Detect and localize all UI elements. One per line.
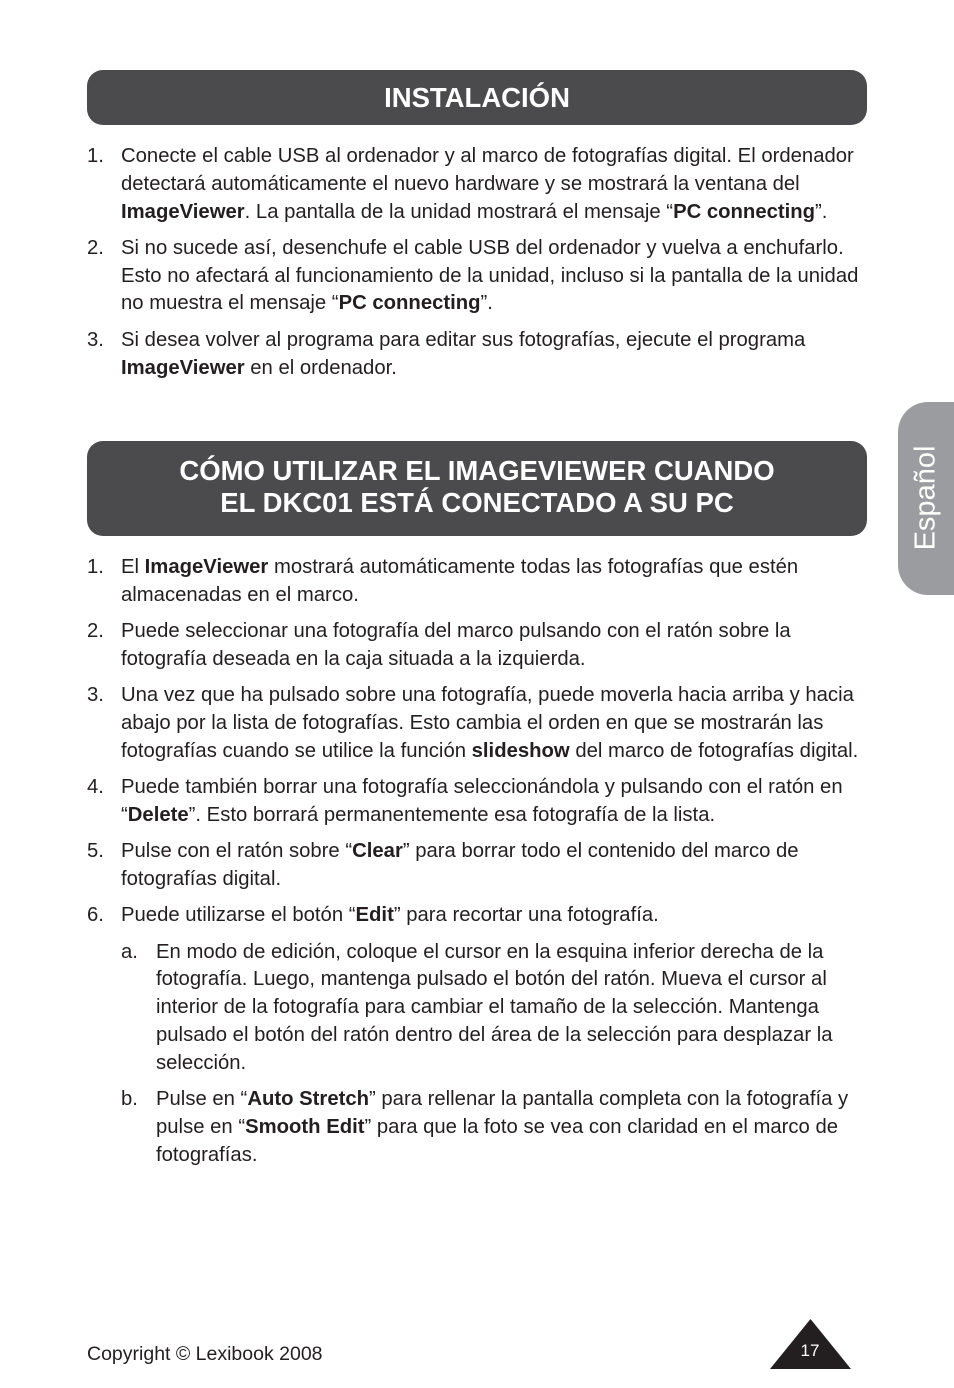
- list-item: [87, 327, 871, 383]
- bold-term: slideshow: [471, 739, 570, 762]
- list-item-number: 2.: [87, 620, 104, 643]
- bold-term: Clear: [352, 840, 403, 863]
- list-item-text: Puede seleccionar una fotografía del marco pulsando con el ratón sobre la fotografía deseada en la caja situada a la izquierda.: [121, 620, 791, 670]
- list-item-text: El ImageViewer mostrará automáticamente todas las fotografías que estén almacenadas en el marco.: [121, 556, 799, 606]
- list-item-text: Pulse con el ratón sobre “Clear” para borrar todo el contenido del marco de fotografías digital.: [121, 840, 799, 890]
- bold-term: Edit: [355, 904, 394, 927]
- bold-term: Smooth Edit: [245, 1115, 365, 1138]
- page-number: 17: [800, 1341, 820, 1360]
- section-title-line-2: EL DKC01 ESTÁ CONECTADO A SU PC: [220, 487, 734, 518]
- list-item-text: Conecte el cable USB al ordenador y al marco de fotografías digital. El ordenador detectará automáticamente el nuevo hardware y se mostrará la ventana del ImageViewer. La pantalla de la unidad mostrará el mensaje “PC connecting”.: [121, 145, 854, 223]
- list-item-text: Puede también borrar una fotografía seleccionándola y pulsando con el ratón en “Delete”. Esto borrará permanentemente esa fotografía de la lista.: [121, 776, 843, 826]
- list-item-number: 2.: [87, 236, 104, 259]
- language-tab-label: Español: [909, 445, 942, 551]
- list-item-text: Si no sucede así, desenchufe el cable USB del ordenador y vuelva a enchufarlo. Esto no afectará al funcionamiento de la unidad, incluso si la pantalla de la unidad no muestra el mensaje “PC connecting”.: [121, 236, 859, 315]
- bold-term: PC connecting: [338, 292, 481, 315]
- copyright-notice: Copyright © Lexibook 2008: [87, 1343, 323, 1365]
- list-item: [87, 774, 871, 830]
- bold-term: Delete: [127, 803, 189, 826]
- list-item: [121, 939, 871, 1078]
- list-item-text: Puede utilizarse el botón “Edit” para recortar una fotografía.: [121, 904, 659, 927]
- section-header-usage: [87, 441, 867, 536]
- sub-list: [121, 939, 871, 1170]
- list-item: [87, 235, 871, 318]
- list-item: [121, 1086, 871, 1169]
- list-item-number: 3.: [87, 328, 104, 351]
- section-title-line-1: CÓMO UTILIZAR EL IMAGEVIEWER CUANDO: [179, 455, 775, 486]
- list-item: [87, 554, 871, 610]
- list-item-number: 3.: [87, 684, 104, 707]
- bold-term: ImageViewer: [121, 356, 245, 379]
- list-item-text: Una vez que ha pulsado sobre una fotografía, puede moverla hacia arriba y hacia abajo por la lista de fotografías. Esto cambia el orden en que se mostrarán las fotografías cuando se utilice la función slideshow del marco de fotografías digital.: [121, 684, 859, 762]
- list-item-number: 1.: [87, 145, 104, 167]
- bold-term: ImageViewer: [144, 556, 269, 578]
- list-item-number: 5.: [87, 840, 104, 863]
- usage-steps-list: [87, 554, 871, 1178]
- bold-term: Auto Stretch: [247, 1088, 370, 1111]
- list-item-number: b.: [121, 1088, 138, 1111]
- list-item-number: 6.: [87, 904, 104, 927]
- installation-steps-list: [87, 143, 871, 391]
- section-title: INSTALACIÓN: [384, 82, 570, 113]
- list-item: [87, 618, 871, 674]
- list-item-text: En modo de edición, coloque el cursor en la esquina inferior derecha de la fotografía. Luego, mantenga pulsado el botón del ratón. Mueva el cursor al interior de la fotografía para cambiar el tamaño de la selección. Mantenga pulsado el botón del ratón dentro del área de la selección para desplazar la selección.: [156, 940, 833, 1074]
- bold-term: ImageViewer: [121, 200, 245, 223]
- list-item: [87, 902, 871, 1169]
- section-header-installation: [87, 70, 867, 125]
- list-item-number: 1.: [87, 556, 104, 578]
- list-item-number: 4.: [87, 776, 104, 799]
- list-item-number: a.: [121, 940, 138, 963]
- bold-term: PC connecting: [673, 200, 816, 223]
- list-item-text: Pulse en “Auto Stretch” para rellenar la pantalla completa con la fotografía y pulse en “Smooth Edit” para que la foto se vea con claridad en el marco de fotografías.: [156, 1088, 849, 1166]
- list-item: [87, 838, 871, 894]
- list-item: [87, 143, 871, 226]
- list-item: [87, 682, 871, 765]
- list-item-text: Si desea volver al programa para editar sus fotografías, ejecute el programa ImageViewer en el ordenador.: [121, 328, 806, 379]
